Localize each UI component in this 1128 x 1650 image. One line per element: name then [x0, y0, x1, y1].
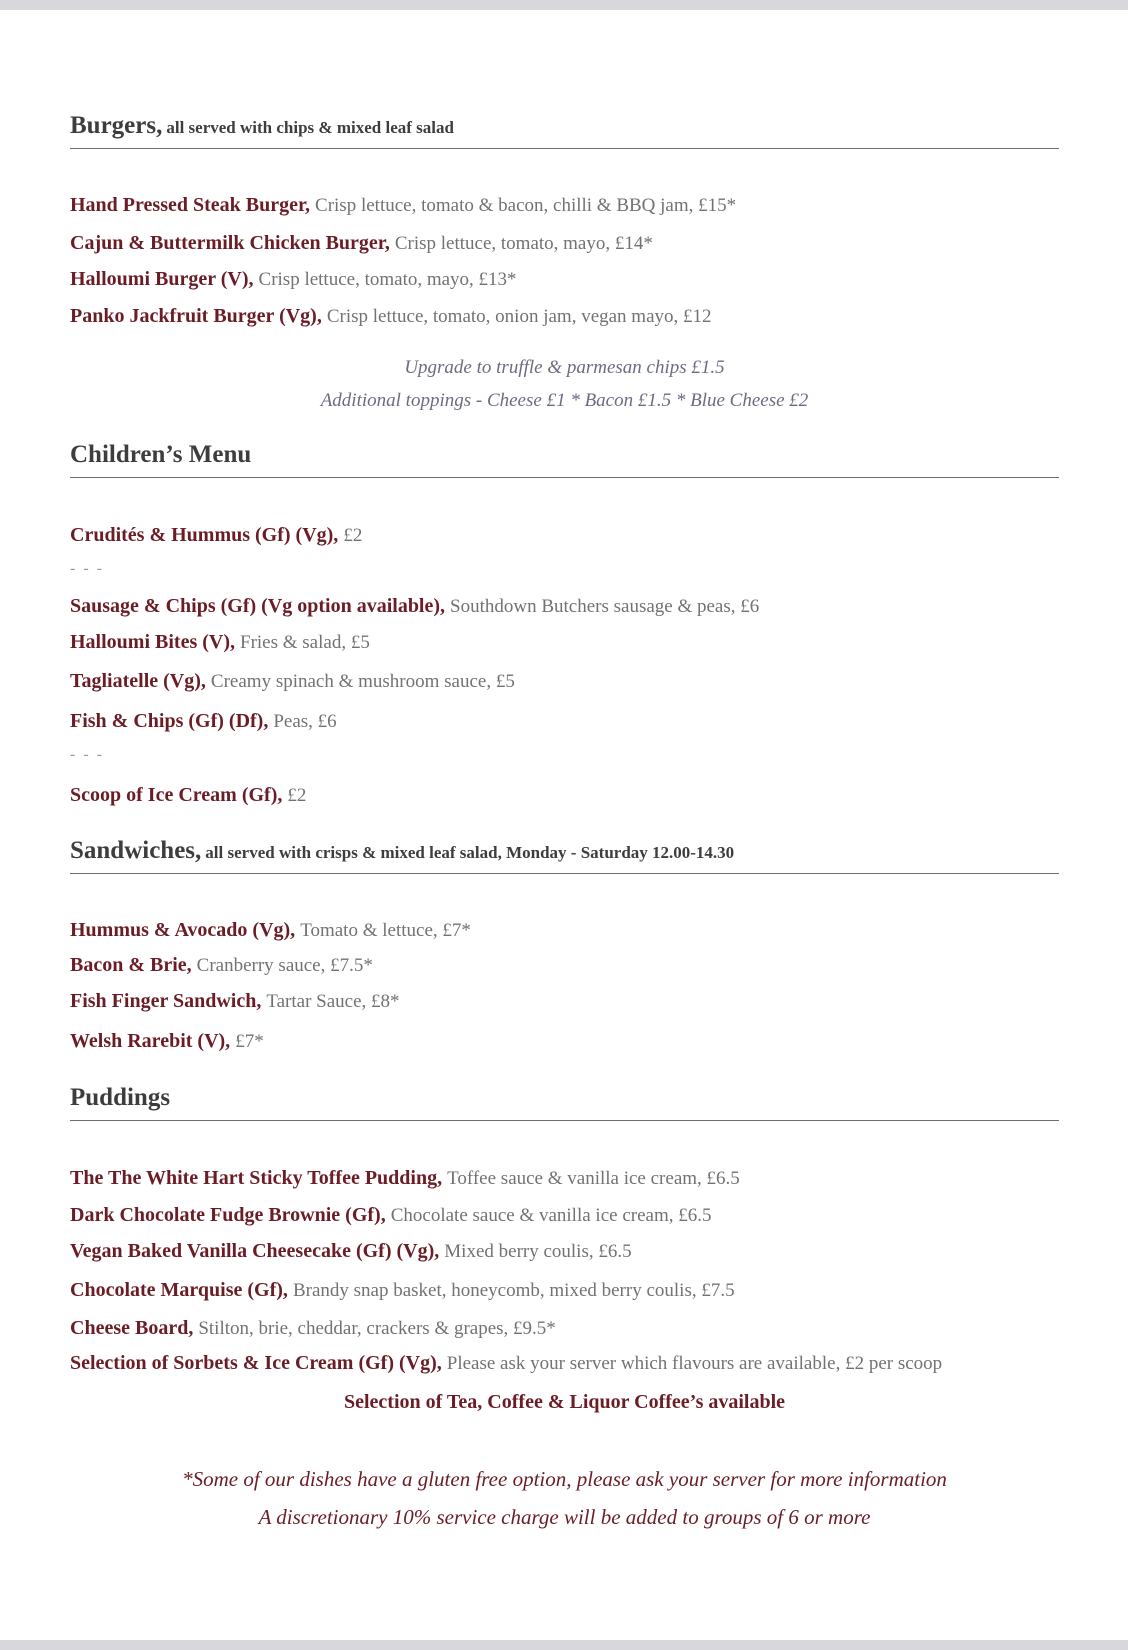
item-name: Panko Jackfruit Burger (Vg), [70, 305, 322, 327]
section-subtitle: all served with crisps & mixed leaf salad, Monday - Saturday 12.00-14.30 [205, 843, 735, 862]
section-title: Sandwiches, [70, 837, 202, 864]
item-description: Brandy snap basket, honeycomb, mixed berry coulis, £7.5 [292, 1280, 735, 1301]
item-name: Vegan Baked Vanilla Cheesecake (Gf) (Vg), [70, 1240, 440, 1262]
item-description: Please ask your server which flavours are available, £2 per scoop [446, 1353, 943, 1374]
menu-item [70, 1166, 740, 1191]
item-name: Crudités & Hummus (Gf) (Vg), [70, 524, 339, 546]
item-description: Tartar Sauce, £8* [266, 991, 400, 1012]
item-name: Cajun & Buttermilk Chicken Burger, [70, 232, 390, 254]
item-name: Fish & Chips (Gf) (Df), [70, 710, 269, 732]
tea-coffee-note: Selection of Tea, Coffee & Liquor Coffee’s available [343, 1391, 786, 1413]
menu-item [70, 304, 712, 329]
menu-item [70, 630, 370, 655]
section-subtitle: all served with chips & mixed leaf salad [166, 118, 454, 137]
menu-item [70, 1316, 556, 1341]
item-description: Tomato & lettuce, £7* [300, 920, 471, 941]
item-description: Fries & salad, £5 [240, 632, 370, 653]
menu-item [70, 1278, 735, 1303]
menu-item [70, 918, 471, 943]
menu-item [70, 783, 306, 808]
item-description: Crisp lettuce, tomato & bacon, chilli & BBQ jam, £15* [315, 195, 737, 216]
item-name: Hummus & Avocado (Vg), [70, 919, 296, 941]
item-description: Toffee sauce & vanilla ice cream, £6.5 [447, 1168, 740, 1189]
item-name: Fish Finger Sandwich, [70, 990, 262, 1012]
item-description: £2 [343, 525, 363, 546]
menu-item [70, 989, 400, 1014]
menu-item [70, 669, 515, 694]
menu-item [70, 1351, 942, 1376]
item-name: Tagliatelle (Vg), [70, 670, 206, 692]
menu-item [70, 709, 337, 734]
item-description: Creamy spinach & mushroom sauce, £5 [210, 671, 515, 692]
menu-item [70, 1029, 264, 1054]
gluten-free-note: *Some of our dishes have a gluten free option, please ask your server for more information [182, 1467, 947, 1491]
item-name: Hand Pressed Steak Burger, [70, 194, 311, 216]
item-description: Crisp lettuce, tomato, onion jam, vegan mayo, £12 [326, 306, 712, 327]
item-description: Cranberry sauce, £7.5* [196, 955, 373, 976]
item-name: Bacon & Brie, [70, 954, 192, 976]
item-name: Halloumi Burger (V), [70, 268, 254, 290]
menu-item [70, 953, 373, 978]
section-header-children [70, 441, 1059, 478]
menu-item [70, 193, 736, 218]
menu-item [70, 523, 362, 548]
item-description: Mixed berry coulis, £6.5 [444, 1241, 632, 1262]
toppings-note: Additional toppings - Cheese £1 * Bacon £1.5 * Blue Cheese £2 [320, 390, 809, 411]
item-description: Crisp lettuce, tomato, mayo, £14* [394, 233, 653, 254]
item-name: Sausage & Chips (Gf) (Vg option available), [70, 595, 446, 617]
menu-item [70, 1203, 711, 1228]
top-edge [0, 0, 1128, 10]
item-name: Halloumi Bites (V), [70, 631, 235, 653]
separator: - - - [70, 560, 104, 577]
item-name: Selection of Sorbets & Ice Cream (Gf) (Vg), [70, 1352, 442, 1374]
item-description: Peas, £6 [273, 711, 337, 732]
item-name: Dark Chocolate Fudge Brownie (Gf), [70, 1204, 386, 1226]
item-description: Stilton, brie, cheddar, crackers & grapes, £9.5* [198, 1318, 556, 1339]
upgrade-note: Upgrade to truffle & parmesan chips £1.5 [404, 357, 725, 378]
item-description: £7* [235, 1031, 264, 1052]
item-description: £2 [287, 785, 307, 806]
section-header-burgers [70, 112, 1059, 149]
item-description: Chocolate sauce & vanilla ice cream, £6.5 [390, 1205, 712, 1226]
menu-item [70, 267, 517, 292]
menu-item [70, 1239, 632, 1264]
item-name: Scoop of Ice Cream (Gf), [70, 784, 283, 806]
item-name: Chocolate Marquise (Gf), [70, 1279, 288, 1301]
item-description: Crisp lettuce, tomato, mayo, £13* [258, 269, 517, 290]
item-name: Welsh Rarebit (V), [70, 1030, 231, 1052]
separator: - - - [70, 746, 104, 763]
section-title: Puddings [70, 1084, 171, 1111]
section-title: Children’s Menu [70, 441, 252, 468]
menu-item [70, 594, 759, 619]
bottom-edge [0, 1640, 1128, 1650]
menu-item [70, 231, 653, 256]
section-title: Burgers, [70, 112, 163, 139]
item-description: Southdown Butchers sausage & peas, £6 [450, 596, 760, 617]
service-charge-note: A discretionary 10% service charge will be added to groups of 6 or more [258, 1505, 871, 1529]
item-name: The The White Hart Sticky Toffee Pudding, [70, 1167, 443, 1189]
section-header-sandwiches [70, 837, 1059, 874]
section-header-puddings [70, 1084, 1059, 1121]
item-name: Cheese Board, [70, 1317, 194, 1339]
